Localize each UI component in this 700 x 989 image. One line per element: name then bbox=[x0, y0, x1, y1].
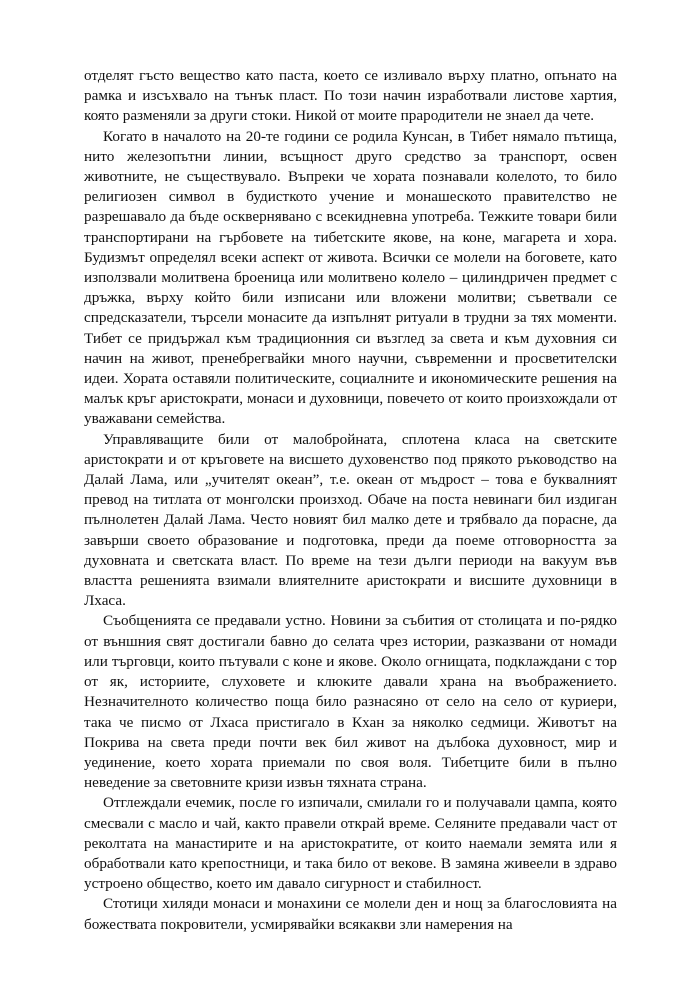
paragraph-4: Съобщенията се предавали устно. Новини за събития от столицата и по-рядко от външния свят достигали бавно до селата чрез истории, разказвани от номади или търговци, които пътували с коне и якове. Около огнищата, подклаждани с тор от як, историите, слуховете и клюките давали храна на въображението. Незначителното количество поща било разнасяно от село на село от куриери, така че писмо от Лхаса пристигало в Кхан за няколко седмици. Животът на Покрива на света преди почти век бил живот на дълбока духовност, мир и уединение, което хората приемали по своя воля. Тибетците били в пълно неведение за световните кризи извън тяхната страна. bbox=[84, 612, 617, 792]
document-page bbox=[84, 66, 617, 935]
paragraph-5: Отглеждали ечемик, после го изпичали, смилали го и получавали цампа, която смесвали с масло и чай, както правели открай време. Селяните предавали част от реколтата на манастирите и на аристократите, от които наемали земята или я обработвали като крепостници, и така било от векове. В замяна живеели в здраво устроено общество, което им давало сигурност и стабилност. bbox=[84, 794, 617, 893]
paragraph-1: отделят гъсто вещество като паста, което се изливало върху платно, опънато на рамка и изсъхвало на тънък пласт. По този начин изработвали листове хартия, която разменяли за други стоки. Никой от моите прародители не знаел да чете. bbox=[84, 67, 617, 125]
paragraph-2: Когато в началото на 20-те години се родила Кунсан, в Тибет нямало пътища, нито железопътни линии, всъщност друго средство за транспорт, освен животните, не съществувало. Въпреки че хората познавали колелото, то било религиозен символ в будисткото учение и монашеското правителство не разрешавало да бъде осквернявано с всекидневна употреба. Тежките товари били транспортирани на гърбовете на тибетските якове, на коне, магарета и хора. Будизмът определял всеки аспект от живота. Всички се молели на боговете, като използвали молитвена броеница или молитвено колело – цилиндричен предмет с дръжка, върху който били изписани или вложени молитви; съветвали се спредсказатели, търсели монасите да изпълнят ритуали в трудни за тях моменти. Тибет се придържал към традиционния си възглед за света и към духовния си начин на живот, пренебрегвайки много научни, съвременни и просветителски идеи. Хората оставяли политическите, социалните и икономическите решения на малък кръг аристократи, монаси и духовници, повечето от които произхождали от уважавани семейства. bbox=[84, 127, 617, 428]
paragraph-3: Управляващите били от малобройната, сплотена класа на светските аристократи и от кръговете на висшето духовенство под прякото ръководство на Далай Лама, или „учителят океан”, т.е. океан от мъдрост – това е буквалният превод на титлата от монголски произход. Обаче на поста невинаги бил издиган пълнолетен Далай Лама. Често новият бил малко дете и трябвало да порасне, да завърши своето образование и подготовка, преди да поеме отговорността за духовната и светската власт. По време на тези дълги периоди на вакуум във властта решенията взимали влиятелните аристократи и висшите духовници в Лхаса. bbox=[84, 430, 617, 610]
paragraph-6: Стотици хиляди монаси и монахини се молели ден и нощ за благословията на божествата покровители, усмирявайки всякакви зли намерения на bbox=[84, 895, 617, 933]
